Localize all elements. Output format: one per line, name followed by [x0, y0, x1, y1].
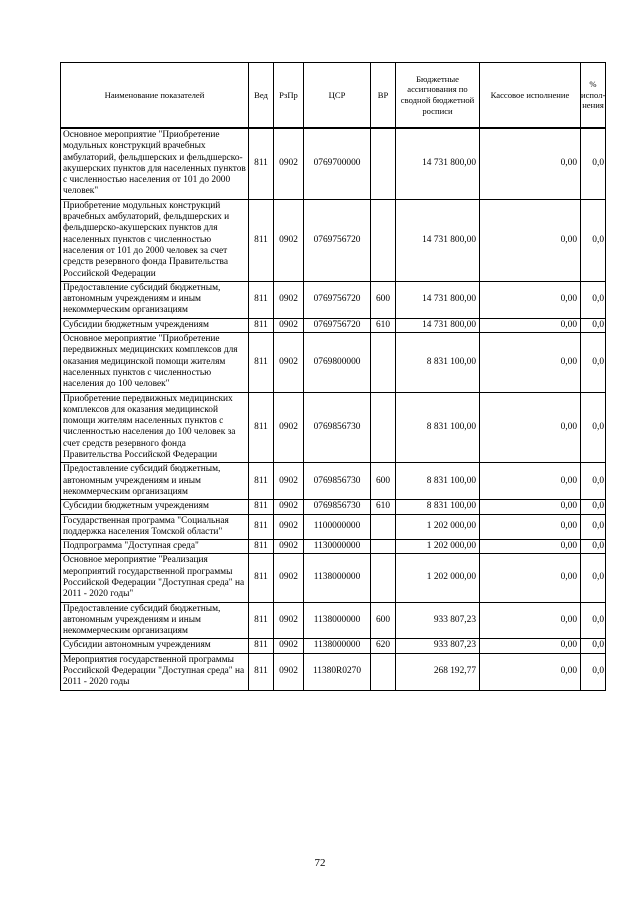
row-vr: 600 [371, 281, 396, 318]
row-exec: 0,00 [480, 333, 581, 392]
row-exec: 0,00 [480, 500, 581, 514]
row-name: Субсидии бюджетным учреждениям [61, 500, 249, 514]
row-pct: 0,0 [581, 554, 606, 602]
table-row [61, 602, 606, 639]
row-rzpr: 0902 [274, 514, 304, 540]
header-pct: % испол- нения [581, 63, 606, 129]
row-ved: 811 [249, 602, 274, 639]
table-row [61, 281, 606, 318]
row-csr: 0769756720 [304, 199, 371, 281]
row-budget: 14 731 800,00 [396, 281, 480, 318]
table-row [61, 318, 606, 332]
header-ved: Вед [249, 63, 274, 129]
row-budget: 14 731 800,00 [396, 199, 480, 281]
row-csr: 1138000000 [304, 554, 371, 602]
row-name: Предоставление субсидий бюджетным, автономным учреждениям и иным некоммерческим организациям [61, 602, 249, 639]
table-row [61, 199, 606, 281]
row-exec: 0,00 [480, 463, 581, 500]
row-pct: 0,0 [581, 463, 606, 500]
row-name: Предоставление субсидий бюджетным, автономным учреждениям и иным некоммерческим организациям [61, 281, 249, 318]
row-budget: 1 202 000,00 [396, 554, 480, 602]
row-name: Государственная программа "Социальная поддержка населения Томской области" [61, 514, 249, 540]
row-exec: 0,00 [480, 281, 581, 318]
row-name: Основное мероприятие "Приобретение передвижных медицинских комплексов для оказания медицинской помощи жителям населенных пунктов с численностью населения до 100 человек" [61, 333, 249, 392]
row-name: Основное мероприятие "Реализация мероприятий государственной программы Российской Федерации "Доступная среда" на 2011 - 2020 годы" [61, 554, 249, 602]
table-row [61, 463, 606, 500]
row-rzpr: 0902 [274, 602, 304, 639]
row-name: Приобретение модульных конструкций врачебных амбулаторий, фельдшерских и фельдшерско-акушерских пунктов для населенных пунктов с численностью населения от 101 до 2000 человек за счет средств резервного фонда Правительства Российской Федерации [61, 199, 249, 281]
row-csr: 0769756720 [304, 281, 371, 318]
row-rzpr: 0902 [274, 500, 304, 514]
row-pct: 0,0 [581, 540, 606, 554]
row-exec: 0,00 [480, 540, 581, 554]
row-budget: 1 202 000,00 [396, 540, 480, 554]
row-name: Субсидии бюджетным учреждениям [61, 318, 249, 332]
row-csr: 1130000000 [304, 540, 371, 554]
row-vr [371, 392, 396, 463]
header-budget: Бюджетные ассигнования по сводной бюджетной росписи [396, 63, 480, 129]
row-budget: 933 807,23 [396, 639, 480, 653]
row-vr [371, 333, 396, 392]
row-exec: 0,00 [480, 392, 581, 463]
header-vr: ВР [371, 63, 396, 129]
row-ved: 811 [249, 281, 274, 318]
row-vr: 610 [371, 500, 396, 514]
row-rzpr: 0902 [274, 318, 304, 332]
row-vr [371, 514, 396, 540]
row-vr [371, 540, 396, 554]
table-row [61, 540, 606, 554]
row-ved: 811 [249, 653, 274, 690]
row-pct: 0,0 [581, 653, 606, 690]
row-pct: 0,0 [581, 392, 606, 463]
row-budget: 8 831 100,00 [396, 333, 480, 392]
row-budget: 14 731 800,00 [396, 128, 480, 199]
row-vr [371, 554, 396, 602]
row-rzpr: 0902 [274, 554, 304, 602]
row-rzpr: 0902 [274, 653, 304, 690]
table-row [61, 128, 606, 199]
row-exec: 0,00 [480, 554, 581, 602]
row-pct: 0,0 [581, 500, 606, 514]
row-pct: 0,0 [581, 128, 606, 199]
row-csr: 0769856730 [304, 500, 371, 514]
header-csr: ЦСР [304, 63, 371, 129]
row-ved: 811 [249, 128, 274, 199]
row-vr [371, 653, 396, 690]
row-ved: 811 [249, 392, 274, 463]
row-rzpr: 0902 [274, 392, 304, 463]
row-csr: 0769800000 [304, 333, 371, 392]
row-pct: 0,0 [581, 602, 606, 639]
row-rzpr: 0902 [274, 199, 304, 281]
row-budget: 8 831 100,00 [396, 500, 480, 514]
row-rzpr: 0902 [274, 639, 304, 653]
row-pct: 0,0 [581, 639, 606, 653]
row-ved: 811 [249, 554, 274, 602]
row-rzpr: 0902 [274, 333, 304, 392]
row-rzpr: 0902 [274, 128, 304, 199]
row-rzpr: 0902 [274, 463, 304, 500]
row-rzpr: 0902 [274, 540, 304, 554]
row-vr: 610 [371, 318, 396, 332]
table-row [61, 554, 606, 602]
row-name: Предоставление субсидий бюджетным, автономным учреждениям и иным некоммерческим организациям [61, 463, 249, 500]
row-budget: 8 831 100,00 [396, 463, 480, 500]
row-ved: 811 [249, 514, 274, 540]
row-exec: 0,00 [480, 514, 581, 540]
row-name: Основное мероприятие "Приобретение модульных конструкций врачебных амбулаторий, фельдшерских и фельдшерско-акушерских пунктов для населенных пунктов с численностью населения от 101 до 2000 человек" [61, 128, 249, 199]
table-row [61, 392, 606, 463]
row-csr: 0769700000 [304, 128, 371, 199]
row-csr: 1138000000 [304, 602, 371, 639]
row-exec: 0,00 [480, 318, 581, 332]
page-number: 72 [314, 857, 326, 869]
row-budget: 268 192,77 [396, 653, 480, 690]
row-name: Мероприятия государственной программы Российской Федерации "Доступная среда" на 2011 - 2020 годы [61, 653, 249, 690]
table-row [61, 639, 606, 653]
row-exec: 0,00 [480, 128, 581, 199]
row-pct: 0,0 [581, 199, 606, 281]
row-ved: 811 [249, 333, 274, 392]
row-name: Подпрограмма "Доступная среда" [61, 540, 249, 554]
row-name: Субсидии автономным учреждениям [61, 639, 249, 653]
row-vr: 620 [371, 639, 396, 653]
header-row [61, 63, 606, 129]
row-csr: 0769856730 [304, 392, 371, 463]
table-row [61, 500, 606, 514]
row-exec: 0,00 [480, 639, 581, 653]
row-name: Приобретение передвижных медицинских комплексов для оказания медицинской помощи жителям населенных пунктов с численностью населения до 100 человек за счет средств резервного фонда Правительства Российской Федерации [61, 392, 249, 463]
row-vr: 600 [371, 463, 396, 500]
row-pct: 0,0 [581, 514, 606, 540]
header-exec: Кассовое исполнение [480, 63, 581, 129]
row-budget: 14 731 800,00 [396, 318, 480, 332]
row-exec: 0,00 [480, 199, 581, 281]
table-row [61, 514, 606, 540]
row-ved: 811 [249, 500, 274, 514]
table-row [61, 333, 606, 392]
row-ved: 811 [249, 318, 274, 332]
row-exec: 0,00 [480, 602, 581, 639]
row-pct: 0,0 [581, 318, 606, 332]
row-ved: 811 [249, 639, 274, 653]
header-rzpr: РзПр [274, 63, 304, 129]
budget-table [60, 62, 606, 691]
row-vr: 600 [371, 602, 396, 639]
row-budget: 1 202 000,00 [396, 514, 480, 540]
header-name: Наименование показателей [61, 63, 249, 129]
row-vr [371, 128, 396, 199]
table-body [61, 128, 606, 690]
row-pct: 0,0 [581, 333, 606, 392]
row-csr: 1138000000 [304, 639, 371, 653]
row-ved: 811 [249, 540, 274, 554]
table-row [61, 653, 606, 690]
row-csr: 11380R0270 [304, 653, 371, 690]
row-pct: 0,0 [581, 281, 606, 318]
row-budget: 933 807,23 [396, 602, 480, 639]
row-csr: 1100000000 [304, 514, 371, 540]
row-csr: 0769756720 [304, 318, 371, 332]
row-ved: 811 [249, 199, 274, 281]
row-rzpr: 0902 [274, 281, 304, 318]
row-csr: 0769856730 [304, 463, 371, 500]
row-vr [371, 199, 396, 281]
row-exec: 0,00 [480, 653, 581, 690]
row-budget: 8 831 100,00 [396, 392, 480, 463]
row-ved: 811 [249, 463, 274, 500]
